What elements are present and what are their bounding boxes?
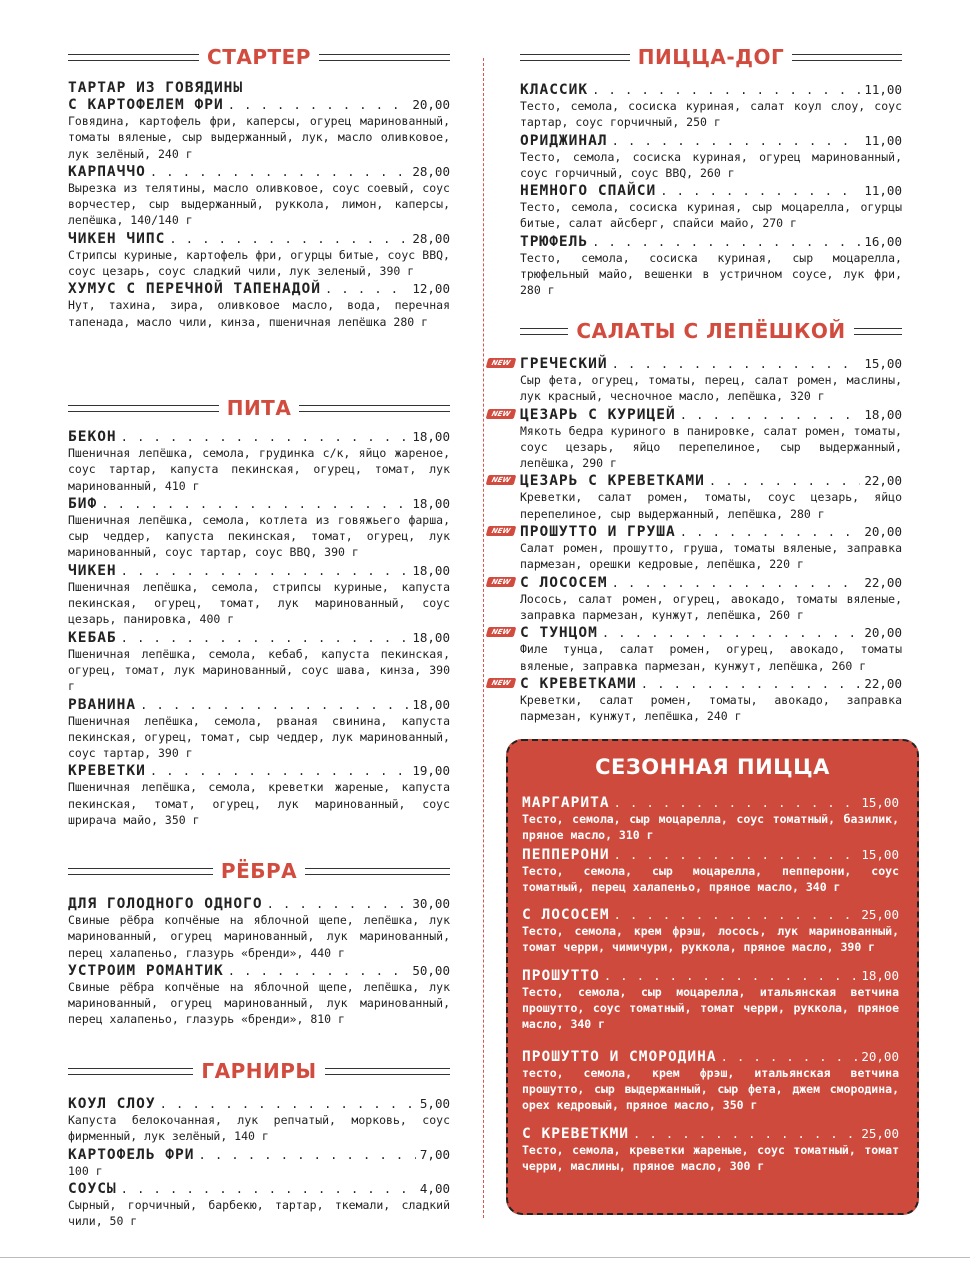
- new-badge: NEW: [486, 409, 517, 419]
- menu-item: [68, 281, 450, 330]
- item-price: 11,00: [864, 132, 902, 148]
- item-description: Креветки, салат ромен, томаты, авокадо, заправка пармезан, кунжут, лепёшка, 240 г: [520, 692, 902, 724]
- item-description: Тесто, семола, сыр моцарелла, итальянская ветчина прошутто, соус томатный, томат черри, руккола, пряное масло, 340 г: [522, 984, 899, 1032]
- item-name: С ЛОСОСЕМ: [520, 574, 608, 591]
- item-price: 18,00: [861, 967, 899, 983]
- item-price: 18,00: [864, 406, 902, 422]
- item-price: 15,00: [861, 846, 899, 862]
- menu-item: [490, 524, 902, 573]
- menu-item: [68, 164, 450, 229]
- menu-item: [68, 963, 450, 1028]
- item-name-prefix: ТАРТАР ИЗ ГОВЯДИНЫ: [68, 80, 244, 96]
- section-starter: [68, 44, 450, 330]
- menu-item: [490, 356, 902, 405]
- menu-item: [520, 234, 902, 299]
- item-name: ТРЮФЕЛЬ: [520, 233, 589, 250]
- item-price: 28,00: [412, 163, 450, 179]
- item-price: 20,00: [412, 97, 450, 112]
- section-header: [68, 858, 450, 884]
- item-name: ЦЕЗАРЬ С КУРИЦЕЙ: [520, 406, 676, 423]
- item-name: ПРОШУТТО: [522, 967, 600, 984]
- section-pizza-dog: [520, 44, 902, 299]
- item-name: ЧИКЕН: [68, 562, 117, 579]
- column-divider: [483, 58, 484, 1218]
- menu-item: [68, 496, 450, 561]
- menu-item: [68, 80, 450, 162]
- item-description: Сырный, горчичный, барбекю, тартар, ткемали, сладкий чили, 50 г: [68, 1197, 450, 1229]
- menu-item: [68, 697, 450, 762]
- item-description: Лосось, салат ромен, огурец, авокадо, томаты вяленые, заправка пармезан, кунжут, лепёшка, 260 г: [520, 591, 902, 622]
- section-ribs: [68, 858, 450, 1028]
- item-name: КЛАССИК: [520, 82, 589, 98]
- section-salads: [490, 318, 902, 724]
- section-title: СТАРТЕР: [207, 45, 311, 69]
- item-description: Тесто, семола, креветки жареные, соус томатный, томат черри, маслины, пряное масло, 300 г: [522, 1142, 899, 1173]
- item-description: Тесто, семола, сосиска куриная, салат коул слоу, соус тартар, соус горчичный, 250 г: [520, 99, 902, 130]
- menu-item: [520, 183, 902, 232]
- item-name: С КРЕВЕТКМИ: [522, 1125, 630, 1142]
- item-name: БИФ: [68, 495, 98, 512]
- menu-item: [68, 1096, 450, 1145]
- item-price: 18,00: [412, 495, 450, 511]
- item-description: Капуста белокочанная, лук репчатый, морковь, соус фирменный, лук зелёный, 140 г: [68, 1113, 450, 1144]
- item-name: ОРИДЖИНАЛ: [520, 132, 608, 149]
- item-price: 50,00: [412, 962, 450, 978]
- menu-item: [522, 847, 899, 896]
- menu-item: [520, 82, 902, 131]
- item-price: 5,00: [419, 1096, 450, 1111]
- new-badge: NEW: [486, 526, 517, 536]
- section-header: [68, 395, 450, 421]
- item-price: 16,00: [864, 233, 902, 249]
- item-description: Пшеничная лепёшка, семола, кебаб, капуста пекинская, огурец, томат, лук маринованный, соус шава, кинза, 390 г: [68, 646, 450, 694]
- item-name: КРЕВЕТКИ: [68, 763, 146, 780]
- item-price: 25,00: [861, 1125, 899, 1141]
- item-name: УСТРОИМ РОМАНТИК: [68, 962, 224, 979]
- item-price: 4,00: [419, 1180, 450, 1196]
- new-badge: NEW: [486, 577, 517, 587]
- item-name: МАРГАРИТА: [522, 795, 610, 811]
- menu-item: [522, 1126, 899, 1175]
- item-description: Филе тунца, салат ромен, огурец, авокадо, томаты вяленые, заправка пармезан, кунжут, лепёшка, 260 г: [520, 642, 902, 673]
- item-name: БЕКОН: [68, 429, 117, 445]
- item-price: 28,00: [412, 230, 450, 246]
- item-description: Тесто, семола, сыр моцарелла, соус томатный, базилик, пряное масло, 310 г: [522, 812, 899, 843]
- section-title: РЁБРА: [220, 859, 298, 883]
- item-name: РВАНИНА: [68, 696, 137, 713]
- item-name: КАРПАЧЧО: [68, 163, 146, 180]
- item-description: Нут, тахина, зира, оливковое масло, вода, перечная тапенада, масло чили, кинза, пшеничная лепёшка 280 г: [68, 298, 450, 329]
- item-name: С ЛОСОСЕМ: [522, 907, 610, 924]
- item-price: 18,00: [412, 629, 450, 645]
- menu-item: [490, 574, 902, 624]
- item-description: Тесто, семола, сыр моцарелла, пепперони, соус томатный, перец халапеньо, пряное масло, 340 г: [522, 863, 899, 894]
- item-description: Мякоть бедра куриного в панировке, салат ромен, томаты, соус цезарь, яйцо перепелиное, сыр выдержанный, лепёшка, 290 г: [520, 423, 902, 471]
- item-price: 7,00: [419, 1146, 450, 1162]
- section-header: [520, 318, 902, 344]
- item-description: Стрипсы куриные, картофель фри, огурцы битые, соус BBQ, соус цезарь, соус сладкий чили, лук зеленый, 390 г: [68, 247, 450, 279]
- item-price: 11,00: [864, 183, 902, 199]
- seasonal-title: СЕЗОННАЯ ПИЦЦА: [595, 755, 830, 779]
- menu-item: [68, 231, 450, 280]
- item-price: 15,00: [861, 795, 899, 810]
- item-name: ПРОШУТТО И ГРУША: [520, 524, 676, 541]
- item-name: ПЕППЕРОНИ: [522, 846, 610, 863]
- item-description: Вырезка из телятины, масло оливковое, соус соевый, соус ворчестер, сыр выдержанный, руккола, лимон, каперсы, лепёшка, 140/140 г: [68, 180, 450, 228]
- section-header: [68, 44, 450, 70]
- menu-item: [490, 473, 902, 522]
- item-price: 20,00: [864, 625, 902, 641]
- item-description: Пшеничная лепёшка, семола, стрипсы куриные, капуста пекинская, огурец, томат, лук маринованный, соус цезарь, панировка, 400 г: [68, 579, 450, 627]
- seasonal-pizza-box: [506, 739, 919, 1215]
- menu-item: [68, 1147, 450, 1179]
- item-price: 12,00: [412, 281, 450, 297]
- section-header: [520, 44, 902, 70]
- menu-item: [68, 429, 450, 494]
- menu-item: [68, 763, 450, 828]
- item-description: 100 г: [68, 1163, 103, 1178]
- item-description: Тесто, семола, сосиска куриная, сыр моцарелла, огурцы битые, салат айсберг, спайси майо, 270 г: [520, 200, 902, 231]
- item-name: ЦЕЗАРЬ С КРЕВЕТКАМИ: [520, 473, 705, 490]
- item-name: ГРЕЧЕСКИЙ: [520, 356, 608, 372]
- menu-item: [522, 1049, 899, 1114]
- item-name: КОУЛ СЛОУ: [68, 1096, 156, 1112]
- menu-item: [520, 133, 902, 182]
- item-name: КАРТОФЕЛЬ ФРИ: [68, 1146, 195, 1163]
- menu-item: [490, 675, 902, 725]
- new-badge: NEW: [486, 475, 517, 485]
- item-name: ХУМУС С ПЕРЕЧНОЙ ТАПЕНАДОЙ: [68, 281, 321, 298]
- item-description: Сыр фета, огурец, томаты, перец, салат ромен, маслины, лук красный, чесночное масло, лепёшка, 320 г: [520, 373, 902, 404]
- section-title: ПИЦЦА-ДОГ: [637, 45, 785, 69]
- item-description: Тесто, семола, крем фрэш, лосось, лук маринованный, томат черри, чимичури, руккола, пряное масло, 390 г: [522, 924, 899, 955]
- item-name: ДЛЯ ГОЛОДНОГО ОДНОГО: [68, 896, 263, 912]
- item-price: 18,00: [412, 696, 450, 712]
- section-title: ПИТА: [226, 396, 292, 420]
- item-price: 11,00: [864, 82, 902, 97]
- item-description: Свиные рёбра копчёные на яблочной щепе, лепёшка, лук маринованный, огурец маринованный, лук маринованный, перец халапеньо, глазурь «бренди», 440 г: [68, 913, 450, 960]
- page-bottom-rule: [0, 1257, 970, 1258]
- item-name: С КАРТОФЕЛЕМ ФРИ: [68, 97, 224, 113]
- item-description: Пшеничная лепёшка, семола, рваная свинина, капуста пекинская, огурец, томат, сыр чеддер, лук маринованный, соус тартар, 390 г: [68, 713, 450, 761]
- item-name: ПРОШУТТО И СМОРОДИНА: [522, 1048, 717, 1065]
- item-description: Креветки, салат ромен, томаты, соус цезарь, яйцо перепелиное, сыр выдержанный, лепёшка, 280 г: [520, 490, 902, 521]
- item-description: Пшеничная лепёшка, семола, грудинка с/к, яйцо жареное, соус тартар, капуста пекинская, огурец, томат, лук маринованный, 410 г: [68, 446, 450, 493]
- menu-item: [68, 563, 450, 628]
- item-description: Тесто, семола, сосиска куриная, огурец маринованный, соус горчичный, соус BBQ, 260 г: [520, 149, 902, 180]
- item-price: 18,00: [412, 562, 450, 578]
- item-name: КЕБАБ: [68, 629, 117, 646]
- item-description: Пшеничная лепёшка, семола, креветки жареные, капуста пекинская, томат, огурец, лук маринованный, соус шрирача майо, 350 г: [68, 780, 450, 828]
- item-name: ЧИКЕН ЧИПС: [68, 230, 166, 247]
- item-description: Салат ромен, прошутто, груша, томаты вяленые, заправка пармезан, орешки кедровые, лепёшка, 220 г: [520, 541, 902, 572]
- menu-item: [490, 406, 902, 472]
- menu-item: [522, 968, 899, 1033]
- item-price: 19,00: [412, 763, 450, 779]
- section-title: ГАРНИРЫ: [201, 1059, 317, 1083]
- item-price: 30,00: [412, 896, 450, 911]
- section-header: [68, 1058, 450, 1084]
- section-title: САЛАТЫ С ЛЕПЁШКОЙ: [576, 319, 846, 343]
- item-price: 22,00: [864, 473, 902, 489]
- item-price: 15,00: [864, 356, 902, 371]
- item-name: С ТУНЦОМ: [520, 625, 598, 642]
- new-badge: NEW: [486, 627, 517, 637]
- item-description: Говядина, картофель фри, каперсы, огурец маринованный, томаты вяленые, сыр выдержанный, лук, масло оливковое, лук зелёный, 240 г: [68, 114, 450, 161]
- item-price: 20,00: [861, 1048, 899, 1064]
- item-price: 25,00: [861, 907, 899, 923]
- section-sides: [68, 1058, 450, 1229]
- item-price: 22,00: [864, 675, 902, 691]
- item-price: 20,00: [864, 524, 902, 540]
- item-price: 22,00: [864, 574, 902, 590]
- menu-item: [68, 1181, 450, 1230]
- item-description: Пшеничная лепёшка, семола, котлета из говяжьего фарша, сыр чеддер, капуста пекинская, томат, огурец, лук маринованный, соус тартар, соус BBQ, 390 г: [68, 512, 450, 560]
- item-description: тесто, семола, крем фрэш, итальянская ветчина прошутто, сыр выдержанный, сыр фета, джем смородина, орех кедровый, пряное масло, 350 г: [522, 1065, 899, 1113]
- item-name: СОУСЫ: [68, 1180, 117, 1197]
- item-name: НЕМНОГО СПАЙСИ: [520, 183, 657, 200]
- menu-item: [68, 896, 450, 961]
- menu-item: [522, 795, 899, 844]
- menu-item: [68, 630, 450, 695]
- new-badge: NEW: [486, 358, 517, 368]
- item-price: 18,00: [412, 429, 450, 444]
- section-pita: [68, 395, 450, 828]
- item-description: Тесто, семола, сосиска куриная, сыр моцарелла, трюфельный майо, вешенки в устричном соусе, лук фри, 280 г: [520, 250, 902, 298]
- item-description: Свиные рёбра копчёные на яблочной щепе, лепёшка, лук маринованный, огурец маринованный, лук маринованный, перец халапеньо, глазурь «бренди», 810 г: [68, 979, 450, 1027]
- menu-item: [490, 625, 902, 674]
- menu-item: [522, 907, 899, 956]
- new-badge: NEW: [486, 678, 517, 688]
- item-name: С КРЕВЕТКАМИ: [520, 675, 637, 692]
